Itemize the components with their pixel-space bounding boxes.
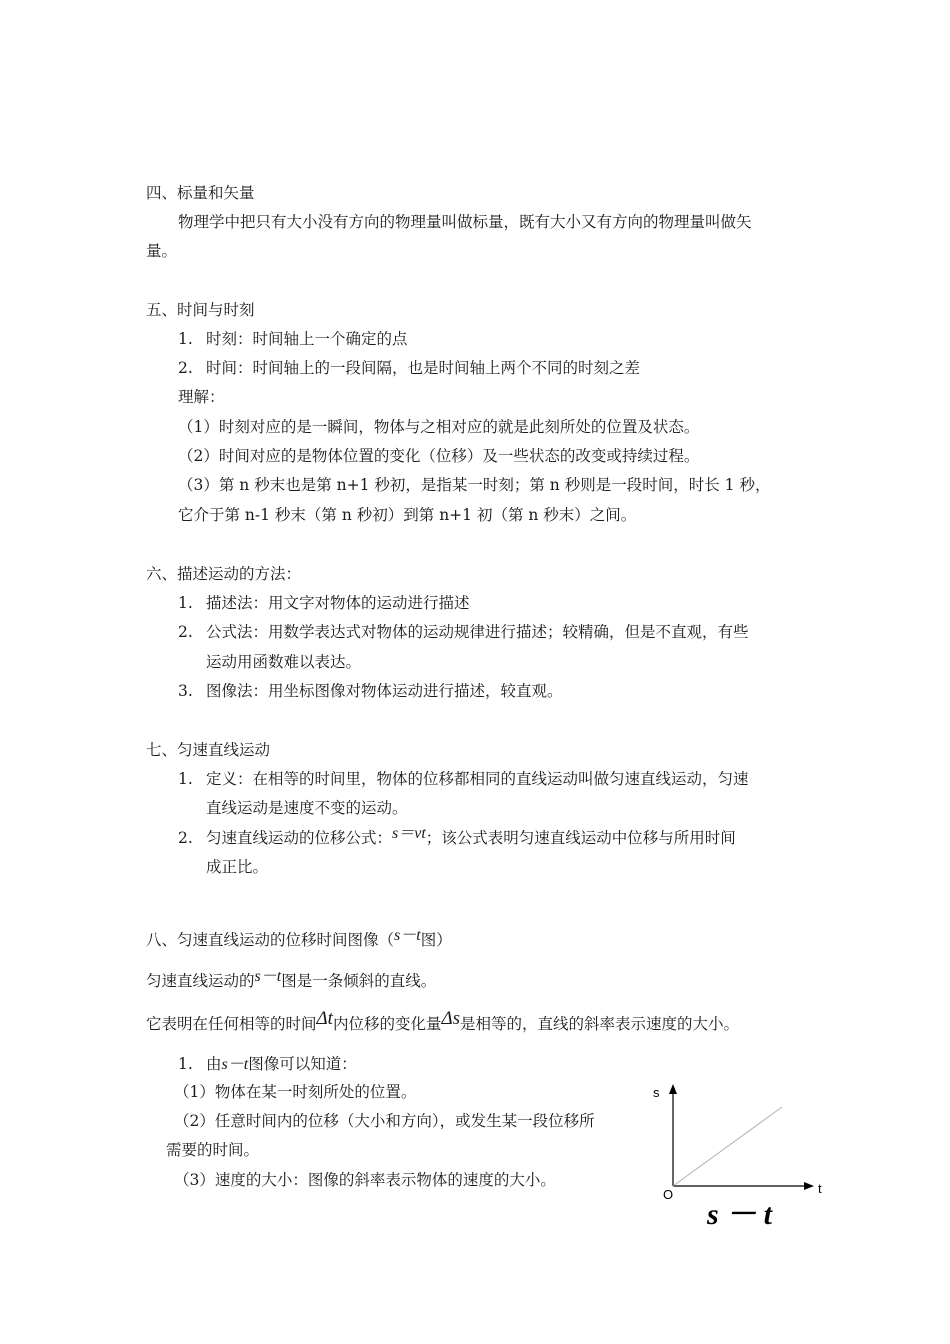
list-item	[178, 592, 470, 614]
formula: Δt	[316, 1008, 333, 1029]
section-5-title: 五、时间与时刻	[146, 301, 255, 319]
list-text: 时间：时间轴上的一段间隔，也是时间轴上两个不同的时刻之差	[206, 359, 641, 377]
list-number: 2.	[178, 829, 193, 847]
y-axis-arrow-icon	[669, 1084, 677, 1094]
understanding-point-3-cont: 它介于第 n-1 秒末（第 n 秒初）到第 n+1 初（第 n 秒末）之间。	[178, 506, 637, 524]
section-8-line-1	[146, 970, 436, 993]
x-axis-arrow-icon	[804, 1182, 814, 1190]
list-item	[178, 1053, 357, 1076]
section-4-paragraph-cont: 量。	[146, 242, 178, 260]
formula: s－t	[254, 968, 282, 985]
list-item	[178, 680, 563, 702]
list-text: 公式法：用数学表达式对物体的运动规律进行描述；较精确，但是不直观，有些	[206, 623, 749, 641]
list-item	[178, 768, 749, 790]
graph-point-2: （2）任意时间内的位移（大小和方向），或发生某一段位移所	[174, 1112, 595, 1130]
list-number: 1.	[178, 1055, 193, 1073]
s-t-graph	[640, 1075, 840, 1235]
list-text: 图像可以知道：	[248, 1055, 357, 1073]
list-text-cont: 成正比。	[206, 858, 269, 876]
text: 匀速直线运动的	[146, 972, 255, 990]
y-axis-label: s	[653, 1085, 660, 1100]
formula: Δs	[441, 1008, 461, 1029]
list-number: 1.	[178, 770, 193, 788]
section-6-title: 六、描述运动的方法：	[146, 565, 302, 583]
graph-caption: s － t	[707, 1198, 773, 1231]
list-item	[178, 328, 408, 350]
graph-point-3: （3）速度的大小：图像的斜率表示物体的速度的大小。	[174, 1171, 556, 1189]
list-number: 2.	[178, 359, 193, 377]
x-axis-label: t	[818, 1181, 822, 1196]
text: 内位移的变化量	[332, 1015, 442, 1033]
graph-point-1: （1）物体在某一时刻所处的位置。	[174, 1083, 417, 1101]
text: 图是一条倾斜的直线。	[281, 972, 437, 990]
section-7-title: 七、匀速直线运动	[146, 741, 271, 759]
understanding-label: 理解：	[178, 388, 225, 406]
understanding-point-3: （3）第 n 秒末也是第 n+1 秒初，是指某一时刻；第 n 秒则是一段时间，时长 1 秒，	[178, 476, 771, 494]
list-text-cont: 运动用函数难以表达。	[206, 653, 362, 671]
list-item	[178, 827, 736, 850]
text: 是相等的，直线的斜率表示速度的大小。	[460, 1015, 740, 1033]
list-number: 1.	[178, 594, 193, 612]
title-text: 八、匀速直线运动的位移时间图像（	[146, 931, 395, 949]
list-item	[178, 357, 640, 379]
list-number: 1.	[178, 330, 193, 348]
title-text: 图）	[420, 931, 452, 949]
list-text: 由	[206, 1055, 222, 1073]
formula: s＝vt	[392, 825, 426, 842]
section-4-paragraph: 物理学中把只有大小没有方向的物理量叫做标量，既有大小又有方向的物理量叫做矢	[178, 213, 752, 231]
section-4-title: 四、标量和矢量	[146, 184, 255, 202]
st-line	[673, 1107, 782, 1186]
origin-label: O	[663, 1187, 674, 1202]
list-text: 时刻：时间轴上一个确定的点	[206, 330, 408, 348]
text: 它表明在任何相等的时间	[146, 1015, 317, 1033]
list-text: 图像法：用坐标图像对物体运动进行描述，较直观。	[206, 682, 563, 700]
understanding-point-2: （2）时间对应的是物体位置的变化（位移）及一些状态的改变或持续过程。	[178, 447, 700, 465]
list-item	[178, 621, 749, 643]
list-text: 描述法：用文字对物体的运动进行描述	[206, 594, 470, 612]
section-8-title	[146, 929, 452, 952]
list-text: 匀速直线运动的位移公式：	[206, 829, 393, 847]
list-text: 定义：在相等的时间里，物体的位移都相同的直线运动叫做匀速直线运动，匀速	[206, 770, 749, 788]
graph-point-2-cont: 需要的时间。	[166, 1141, 260, 1159]
formula: s－t	[221, 1056, 249, 1073]
understanding-point-1: （1）时刻对应的是一瞬间，物体与之相对应的就是此刻所处的位置及状态。	[178, 418, 700, 436]
list-text-cont: 直线运动是速度不变的运动。	[206, 799, 408, 817]
section-8-line-2	[146, 1008, 740, 1035]
formula: s－t	[394, 927, 421, 944]
list-text: ；该公式表明匀速直线运动中位移与所用时间	[425, 829, 736, 847]
list-number: 2.	[178, 623, 193, 641]
list-number: 3.	[178, 682, 193, 700]
